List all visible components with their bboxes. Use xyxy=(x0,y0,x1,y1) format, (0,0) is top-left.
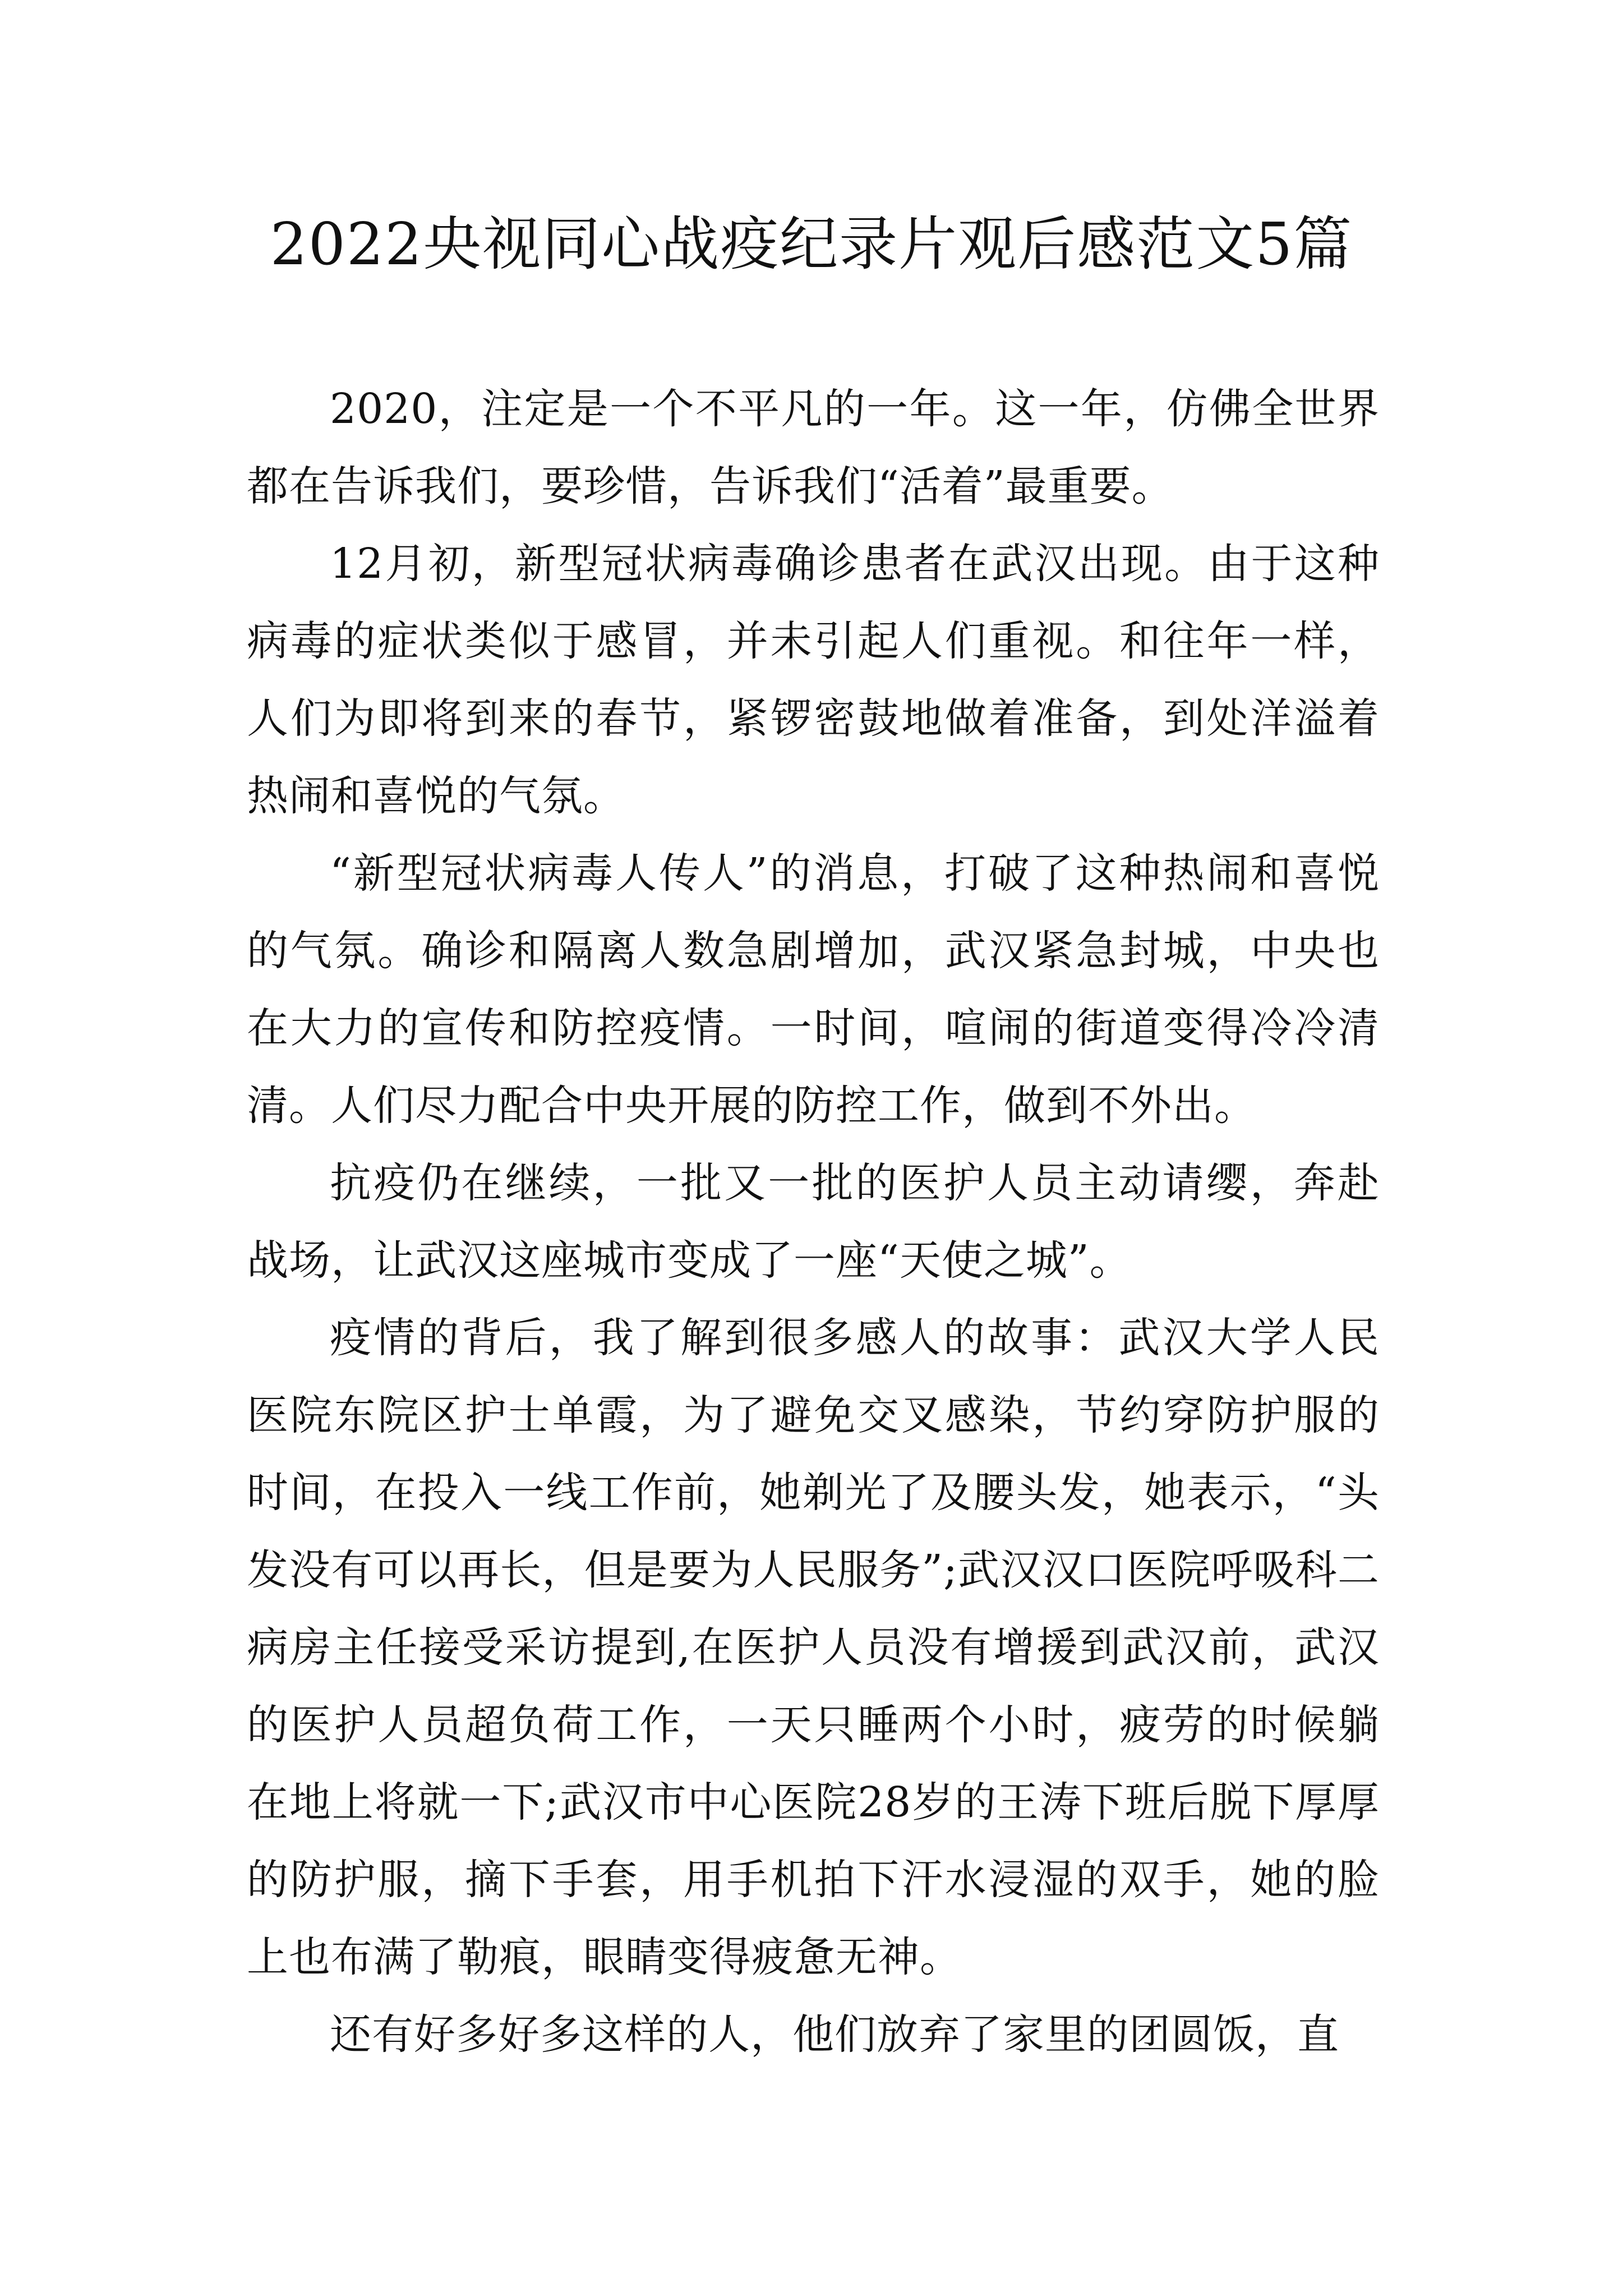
paragraph-3: “新型冠状病毒人传人”的消息，打破了这种热闹和喜悦的气氛。确诊和隔离人数急剧增加，武汉紧急封城，中央也在大力的宣传和防控疫情。一时间，喧闹的街道变得冷冷清清。人们尽力配合中央开展的防控工作，做到不外出。 xyxy=(247,849,1380,1130)
paragraph-1: 2020，注定是一个不平凡的一年。这一年，仿佛全世界都在告诉我们，要珍惜，告诉我们“活着”最重要。 xyxy=(247,385,1380,510)
paragraph-4: 抗疫仍在继续，一批又一批的医护人员主动请缨，奔赴战场，让武汉这座城市变成了一座“天使之城”。 xyxy=(247,1159,1380,1285)
paragraph-2: 12月初，新型冠状病毒确诊患者在武汉出现。由于这种病毒的症状类似于感冒，并未引起人们重视。和往年一样，人们为即将到来的春节，紧锣密鼓地做着准备，到处洋溢着热闹和喜悦的气氛。 xyxy=(247,540,1380,820)
paragraph-6: 还有好多好多这样的人，他们放弃了家里的团圆饭，直 xyxy=(330,2010,1339,2059)
document-body xyxy=(247,370,1380,2073)
document-title: 2022央视同心战疫纪录片观后感范文5篇 xyxy=(270,210,1353,278)
paragraph-5: 疫情的背后，我了解到很多感人的故事：武汉大学人民医院东院区护士单霞，为了避免交叉感染，节约穿防护服的时间，在投入一线工作前，她剃光了及腰头发，她表示，“头发没有可以再长，但是要为人民服务”;武汉汉口医院呼吸科二病房主任接受采访提到,在医护人员没有增援到武汉前，武汉的医护人员超负荷工作，一天只睡两个小时，疲劳的时候躺在地上将就一下;武汉市中心医院28岁的王涛下班后脱下厚厚的防护服，摘下手套，用手机拍下汗水浸湿的双手，她的脸上也布满了勒痕，眼睛变得疲惫无神。 xyxy=(247,1314,1380,1981)
